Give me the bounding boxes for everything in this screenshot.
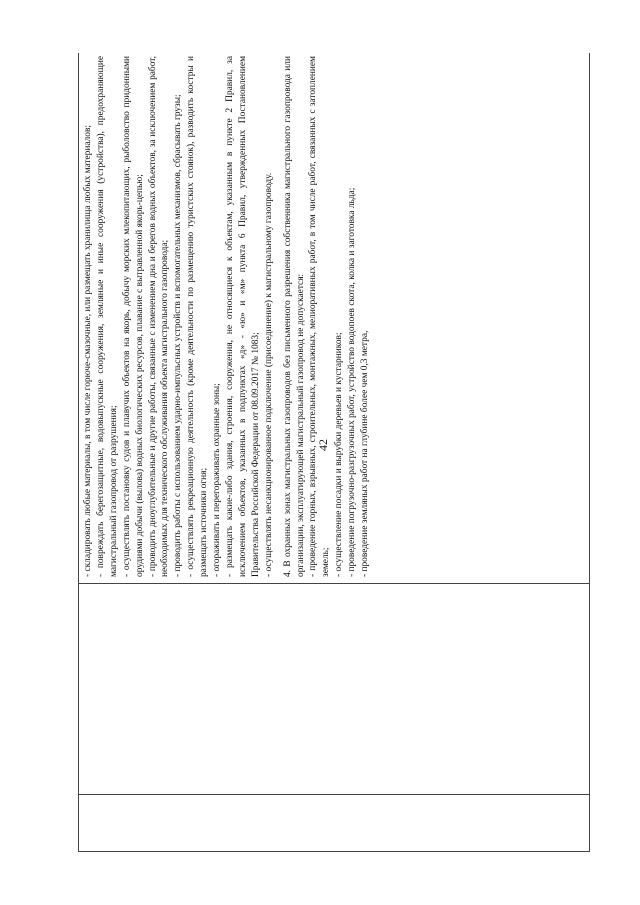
table-cell-number (79, 795, 590, 852)
restriction-item: - повреждать берегозащитные, водовыпускные сооружения, земляные и иные сооружения (устройства), предохраняющие магистральный газопровод от разрушения; (95, 56, 119, 577)
table-cell-restrictions (79, 53, 590, 584)
document-sheet (78, 53, 590, 852)
section-item: - проведение земляных работ на глубине более чем 0,3 метра, (360, 330, 371, 577)
restriction-item: - осуществлять рекреационную деятельность (кроме деятельности по размещению туристских стоянок), разводить костры и размещать источники огня; (186, 56, 210, 577)
restriction-item: - проводить дноуглубительные и другие работы, связанные с изменением дна и берегов водных объектов, за исключением работ, необходимых для технического обслуживания объекта магистрального газопровода; (147, 56, 171, 577)
restriction-item: - размещать какие-либо здания, строения, сооружения, не относящиеся к объектам, указанным в пункте 2 Правил, за исключением объектов, указанных в подпунктах «д» - «ю» и «м» пункта 6 Правил, утвержденных Постановлением Правительства Российской Федерации от 08.09.2017 № 1083; (224, 56, 261, 577)
restriction-item: - проводить работы с использованием ударно-импульсных устройств и вспомогательных механизмов, сбрасывать грузы; (173, 94, 184, 577)
section-item: - проведение горных, взрывных, строительных, монтажных, мелиоративных работ, в том числе работ, связанных с затоплением земель; (308, 56, 332, 577)
section-item: - осуществление посадки и вырубки деревьев и кустарников; (334, 332, 345, 577)
table-cell-object (79, 584, 590, 795)
restriction-item: - складировать любые материалы, в том числе горюче-смазочные, или размещать хранилища любых материалов; (83, 124, 93, 577)
restrictions-text (79, 53, 375, 583)
page-number: 42 (316, 439, 330, 451)
regulations-table (78, 53, 590, 852)
restriction-item: - огораживать и перегораживать охранные зоны; (212, 383, 223, 577)
restriction-item: - осуществлять постановку судов и плавучих объектов на якорь, добычу морских млекопитающих, рыболовство придонными орудиями добычи (вылова) водных биологических ресурсов, плавание с вытравленной якорь-цепью; (121, 56, 145, 577)
rotated-table-wrapper (78, 53, 590, 852)
section-heading: 4. В охранных зонах магистральных газопроводов без письменного разрешения собственника магистрального газопровода или организации, эксплуатирующей магистральный газопровод не допускается: (282, 56, 306, 577)
table-row (79, 53, 590, 852)
restriction-item: - осуществлять несанкционированное подключение (присоединение) к магистральному газопроводу. (263, 172, 274, 577)
section-item: - проведение погрузочно-разгрузочных работ, устройство водопоев скота, колка и заготовка льда; (347, 187, 358, 577)
